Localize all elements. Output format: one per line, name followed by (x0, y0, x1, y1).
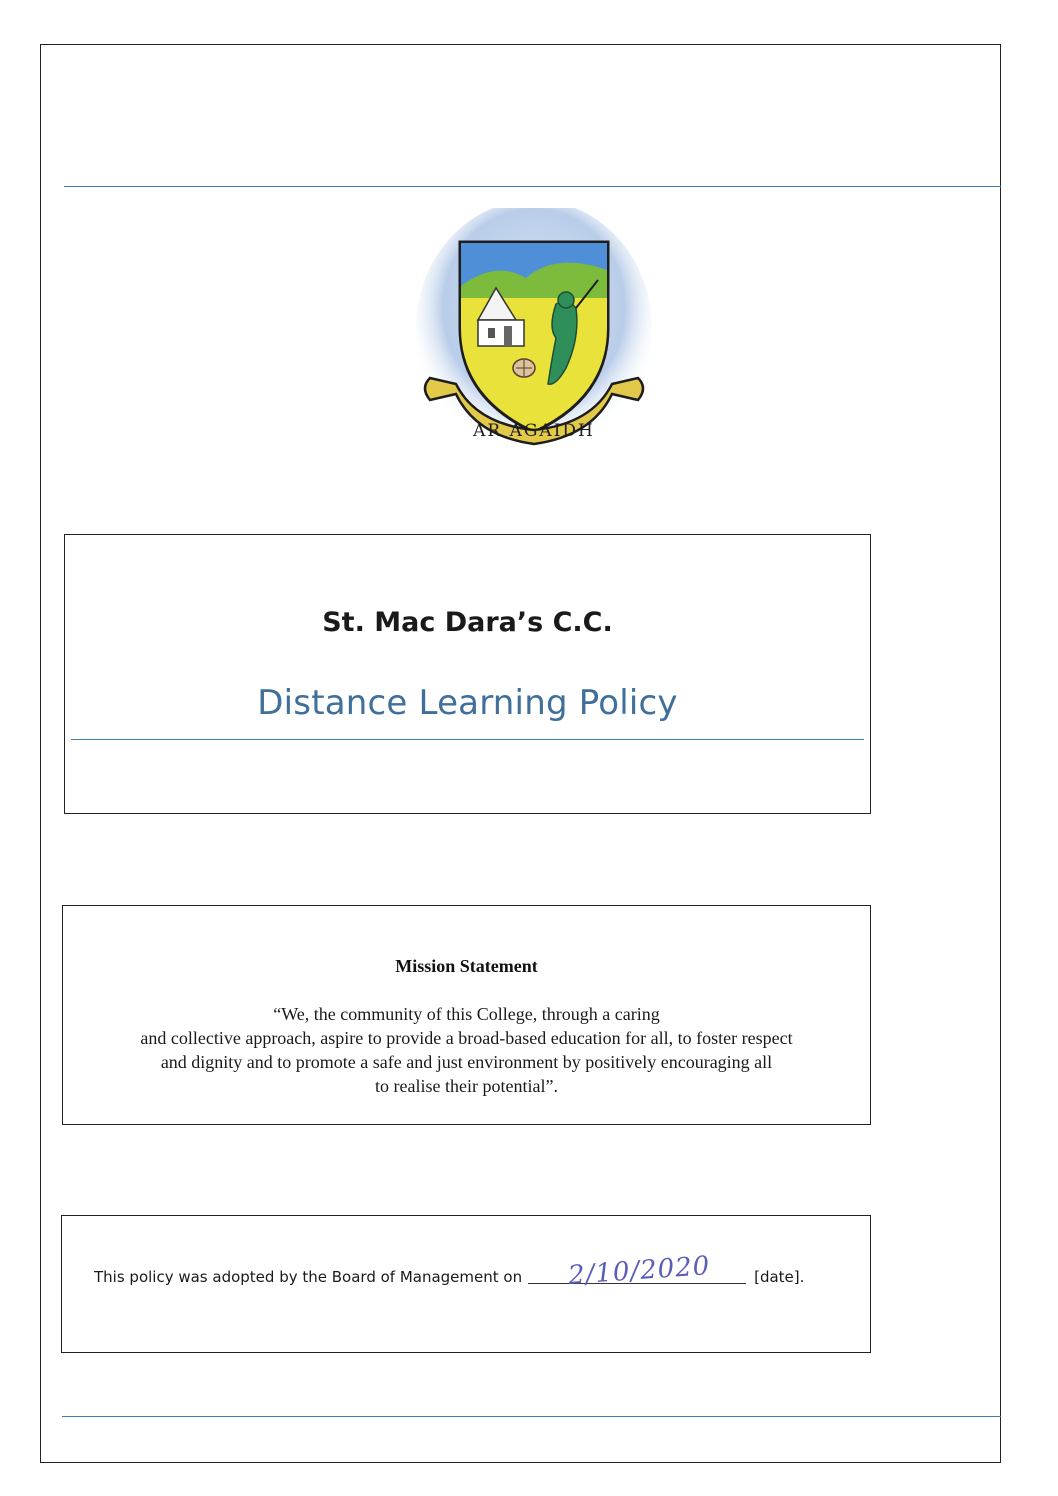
title-box (64, 534, 871, 814)
bottom-rule (62, 1416, 1001, 1417)
shell-icon (513, 359, 535, 377)
mission-line: to realise their potential”. (375, 1076, 558, 1096)
mission-line: and collective approach, aspire to provide a broad-based education for all, to foster respect (140, 1028, 793, 1048)
adoption-prefix: This policy was adopted by the Board of Management on (94, 1268, 523, 1286)
date-field (528, 1251, 746, 1291)
policy-title: Distance Learning Policy (257, 683, 678, 723)
school-crest (416, 208, 652, 488)
mission-line: and dignity and to promote a safe and just environment by positively encouraging all (160, 1052, 773, 1072)
handwritten-date: 2/10/2020 (567, 1251, 712, 1291)
school-name: St. Mac Dara’s C.C. (322, 607, 613, 638)
adoption-statement (94, 1251, 854, 1291)
mission-box (62, 905, 871, 1125)
crest-motto: AR AGAIDH (473, 421, 595, 441)
adoption-suffix: [date]. (754, 1268, 805, 1286)
top-rule (64, 186, 1001, 187)
title-rule (71, 739, 864, 740)
mission-statement (71, 1002, 862, 1098)
adoption-box (61, 1215, 871, 1353)
mission-line: “We, the community of this College, through a caring (273, 1004, 660, 1024)
mission-heading: Mission Statement (395, 956, 538, 976)
